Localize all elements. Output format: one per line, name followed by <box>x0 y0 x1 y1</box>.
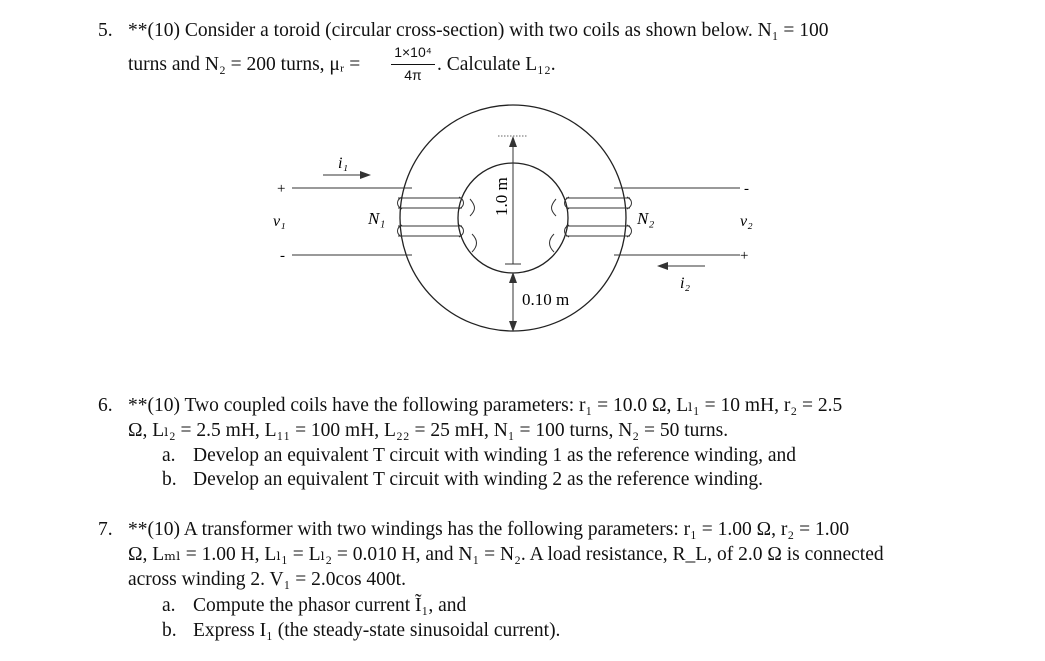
problem-6-number: 6. <box>98 395 113 416</box>
problem-5-line-2-end: . Calculate L₁₂. <box>437 54 556 75</box>
minus-right-label: - <box>744 181 749 197</box>
problem-6a-label: a. <box>162 445 176 466</box>
mu-fraction-numerator: 1×10⁴ <box>394 44 432 60</box>
problem-7b-label: b. <box>162 620 177 641</box>
dim-vertical-arrow-top <box>509 136 517 147</box>
i2-arrowhead <box>657 262 668 270</box>
mu-fraction-denominator: 4π <box>404 67 422 83</box>
problem-6b-label: b. <box>162 469 177 490</box>
problem-6a-text: Develop an equivalent T circuit with winding 1 as the reference winding, and <box>193 445 797 466</box>
i1-arrowhead <box>360 171 371 179</box>
v1-label: v₁ <box>273 213 286 230</box>
n1-label: N₁ <box>368 209 386 228</box>
problem-5-line-2-start: turns and N₂ = 200 turns, μᵣ = <box>128 54 361 75</box>
v2-label: v₂ <box>740 213 753 230</box>
problem-7-line-3: across winding 2. V₁ = 2.0cos 400t. <box>128 569 406 590</box>
problem-6-line-1: **(10) Two coupled coils have the following parameters: r₁ = 10.0 Ω, Lₗ₁ = 10 mH, r₂ = 2.5 <box>128 395 843 416</box>
dim-gap-arrow-top <box>509 272 517 283</box>
problem-7-number: 7. <box>98 519 113 540</box>
dim-horizontal-label: 0.10 m <box>522 290 570 309</box>
coil-n1 <box>398 197 464 237</box>
plus-right-label: + <box>740 248 749 264</box>
problem-7-line-1: **(10) A transformer with two windings has the following parameters: r₁ = 1.00 Ω, r₂ = 1.00 <box>128 519 850 540</box>
problem-5-number: 5. <box>98 20 113 41</box>
problem-7a-label: a. <box>162 595 176 616</box>
problem-6b-text: Develop an equivalent T circuit with winding 2 as the reference winding. <box>193 469 764 490</box>
problem-7a-text: Compute the phasor current Ĩ₁, and <box>193 595 467 616</box>
n2-label: N₂ <box>637 209 655 228</box>
coil-n2 <box>565 197 632 237</box>
i2-label: i₂ <box>680 275 691 292</box>
problem-6-line-2: Ω, Lₗ₂ = 2.5 mH, L₁₁ = 100 mH, L₂₂ = 25 mH, N₁ = 100 turns, N₂ = 50 turns. <box>128 420 729 441</box>
plus-left-label: + <box>277 181 286 197</box>
problem-7-line-2: Ω, Lₘₗ = 1.00 H, Lₗ₁ = Lₗ₂ = 0.010 H, and N₁ = N₂. A load resistance, R_L, of 2.0 Ω is connected <box>128 544 884 565</box>
minus-left-label: - <box>280 248 285 264</box>
dim-vertical-label: 1.0 m <box>492 177 511 216</box>
problem-5-line-1: **(10) Consider a toroid (circular cross-section) with two coils as shown below. N₁ = 100 <box>128 20 829 41</box>
problem-7b-text: Express I₁ (the steady-state sinusoidal current). <box>193 620 561 641</box>
i1-label: i₁ <box>338 155 349 172</box>
